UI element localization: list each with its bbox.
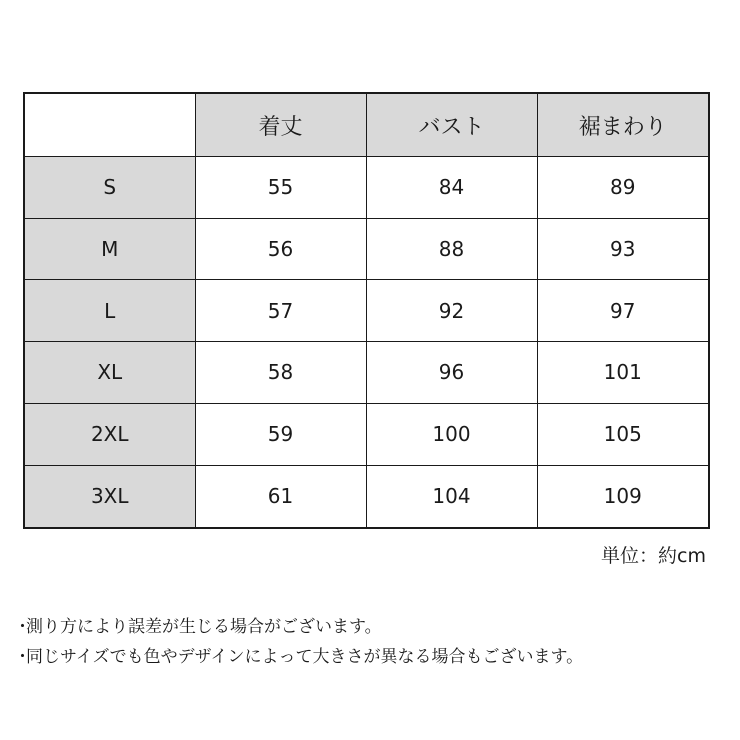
size-label: M <box>24 218 195 280</box>
hem-cell: 97 <box>537 280 709 342</box>
table-row <box>24 465 709 528</box>
hem-cell: 89 <box>537 157 709 219</box>
size-label: XL <box>24 342 195 404</box>
header-row <box>24 93 709 157</box>
size-label: 3XL <box>24 465 195 528</box>
unit-note: 単位：約cm <box>601 545 706 567</box>
bullet-mark: ・ <box>14 647 31 667</box>
note-item <box>14 612 734 642</box>
bust-cell: 96 <box>366 342 537 404</box>
length-cell: 61 <box>195 465 366 528</box>
size-label: 2XL <box>24 403 195 465</box>
notes-list <box>14 612 734 672</box>
hem-cell: 93 <box>537 218 709 280</box>
table-row <box>24 218 709 280</box>
bust-cell: 88 <box>366 218 537 280</box>
size-chart-table <box>23 92 710 529</box>
length-cell: 59 <box>195 403 366 465</box>
length-cell: 56 <box>195 218 366 280</box>
length-cell: 55 <box>195 157 366 219</box>
length-cell: 57 <box>195 280 366 342</box>
header-bust: バスト <box>366 93 537 157</box>
table-row <box>24 157 709 219</box>
hem-cell: 101 <box>537 342 709 404</box>
hem-cell: 109 <box>537 465 709 528</box>
note-text: 測り方により誤差が生じる場合がございます。 <box>26 617 382 637</box>
table-row <box>24 403 709 465</box>
header-hem: 裾まわり <box>537 93 709 157</box>
table-row <box>24 342 709 404</box>
note-item <box>14 642 734 672</box>
note-text: 同じサイズでも色やデザインによって大きさが異なる場合もございます。 <box>26 647 584 667</box>
bust-cell: 84 <box>366 157 537 219</box>
bust-cell: 104 <box>366 465 537 528</box>
corner-cell <box>24 93 195 157</box>
table-row <box>24 280 709 342</box>
length-cell: 58 <box>195 342 366 404</box>
bust-cell: 92 <box>366 280 537 342</box>
bust-cell: 100 <box>366 403 537 465</box>
size-label: L <box>24 280 195 342</box>
bullet-mark: ・ <box>14 617 31 637</box>
header-length: 着丈 <box>195 93 366 157</box>
hem-cell: 105 <box>537 403 709 465</box>
size-label: S <box>24 157 195 219</box>
